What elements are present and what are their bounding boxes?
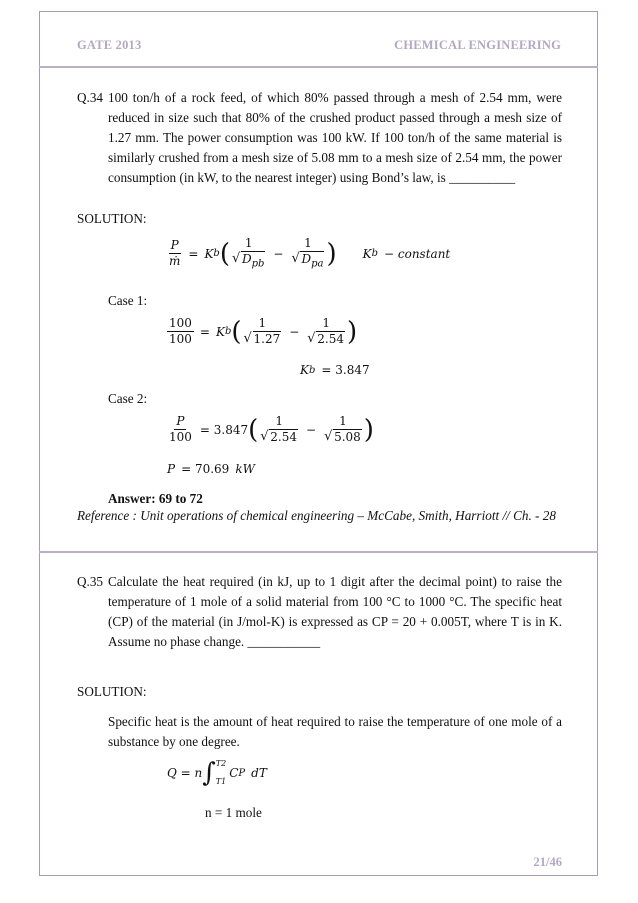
q35-solution-label: SOLUTION: [77, 684, 147, 699]
q34-reference: Reference : Unit operations of chemical engineering – McCabe, Smith, Harriott // Ch. - 28 [77, 508, 556, 523]
q35-text [108, 572, 562, 652]
header-exam: GATE 2013 [77, 38, 142, 52]
q35-n-value: n = 1 mole [205, 805, 262, 820]
q34-power-result: P = 70.69 kW [167, 462, 255, 476]
header-divider [39, 66, 598, 68]
q34-case1-label: Case 1: [108, 293, 148, 308]
q34-text [108, 88, 562, 188]
q34-solution-label: SOLUTION: [77, 211, 147, 226]
q34-equation-case1: $\frac{100}{100}$ = K b ( 1 √ 1.27 − 1 √ 2.54 ) [167, 316, 357, 347]
q35-number: Q.35 [77, 574, 104, 589]
q35-heat-equation: Q = n ∫ T2 T1 C P dT [167, 758, 267, 788]
q35-solution-line: substance by one degree. [108, 734, 240, 749]
q34-line: 1.27 mm. The power consumption was 100 kW. If 100 ton/h of the same material is [108, 130, 562, 145]
q34-answer: Answer: 69 to 72 [108, 491, 203, 506]
page-number: 21/46 [533, 855, 562, 869]
q34-kb-value: K b = 3.847 [300, 363, 370, 377]
q34-line: consumption (in kW, to the nearest integer) using Bond’s law, is __________ [108, 170, 516, 185]
q34-case2-label: Case 2: [108, 391, 148, 406]
q35-solution-text [108, 712, 562, 752]
q35-line: temperature of 1 mole of a solid material from 100 °C to 1000 °C. The specific heat [108, 594, 562, 609]
q35-line: (CP) of the material (in J/mol-K) is expressed as CP = 20 + 0.005T, where T is in K. [108, 614, 562, 629]
q34-number: Q.34 [77, 90, 104, 105]
question-divider [39, 551, 598, 553]
q34-equation-bond: $\frac{P}{\text{ṁ}}$ = K b ( 1 √ $D_{pb}$ − 1 √ $D_{pa}$ ) K b − constant [167, 236, 450, 271]
q34-line: reduced in size such that 80% of the crushed product passed through a mesh size of [108, 110, 562, 125]
header-subject: CHEMICAL ENGINEERING [394, 38, 561, 52]
q35-line: Assume no phase change. ___________ [108, 634, 321, 649]
q34-line: 100 ton/h of a rock feed, of which 80% passed through a mesh of 2.54 mm, were [108, 90, 562, 105]
q34-line: similarly crushed from a mesh size of 5.08 mm to a mesh size of 2.54 mm, the power [108, 150, 562, 165]
q35-line: Calculate the heat required (in kJ, up to 1 digit after the decimal point) to raise the [108, 574, 562, 589]
q35-solution-line: Specific heat is the amount of heat required to raise the temperature of one mole of a [108, 714, 562, 729]
q34-equation-case2: $\frac{P}{100}$ = 3.847 ( 1 √ 2.54 − 1 √ 5.08 ) [167, 414, 374, 445]
